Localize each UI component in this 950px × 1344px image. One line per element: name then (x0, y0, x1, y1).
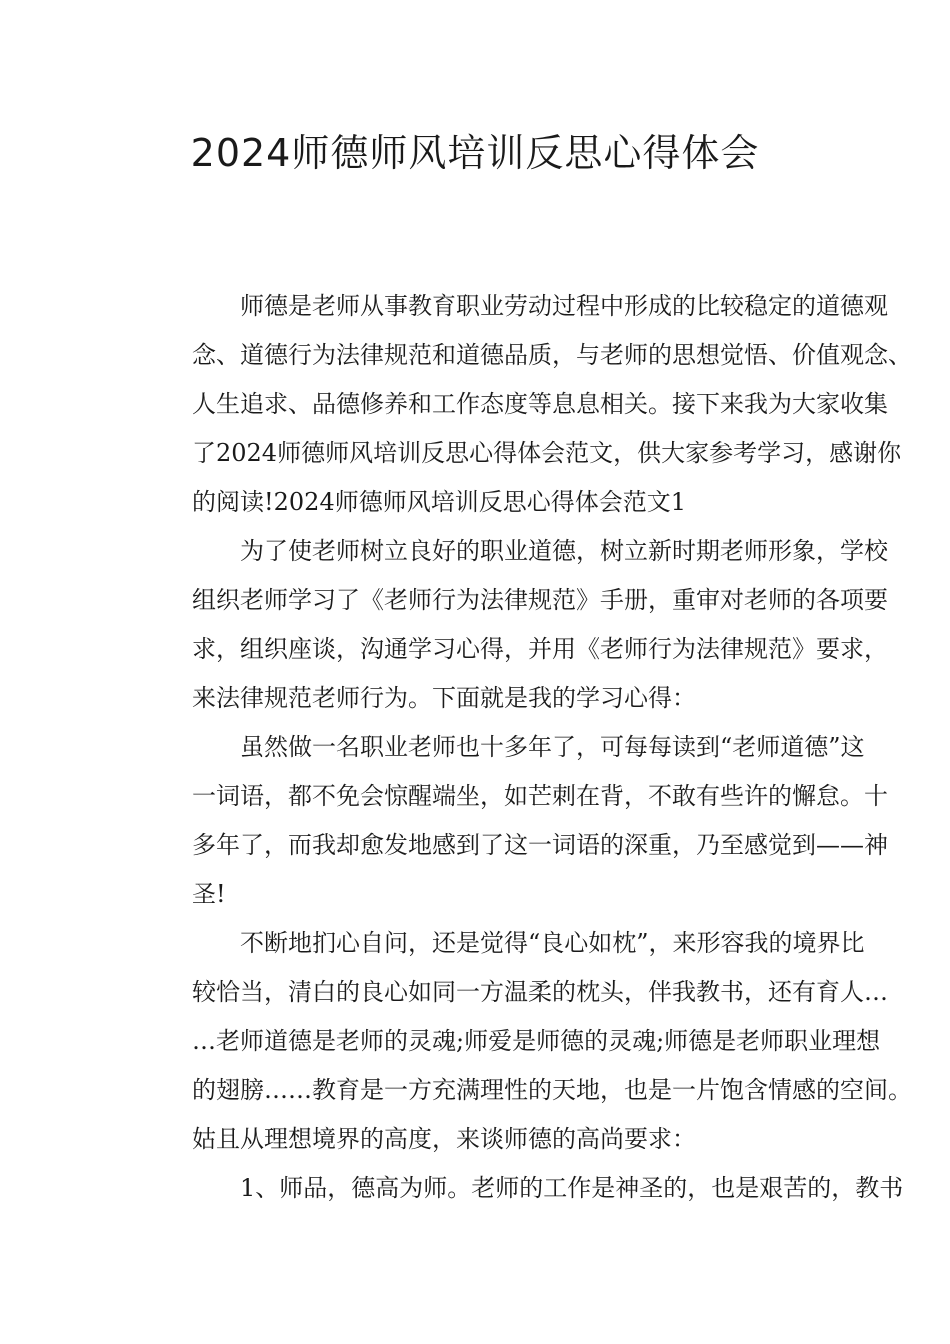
text-line: 1、师品，德高为师。老师的工作是神圣的，也是艰苦的，教书 (240, 1174, 904, 1202)
text-line: 不断地扪心自问，还是觉得“良心如枕”，来形容我的境界比 (240, 929, 865, 957)
text-line: 较恰当，清白的良心如同一方温柔的枕头，伴我教书，还有育人… (192, 978, 888, 1006)
text-line: 一词语，都不免会惊醒端坐，如芒刺在背，不敢有些许的懈怠。十 (192, 782, 888, 810)
paragraph-intro (144, 282, 912, 527)
text-line: 师德是老师从事教育职业劳动过程中形成的比较稳定的道德观 (240, 292, 888, 320)
text-line: 念、道德行为法律规范和道德品质，与老师的思想觉悟、价值观念、 (192, 341, 912, 369)
text-line: 圣! (192, 880, 226, 908)
text-line: 的翅膀……教育是一方充满理性的天地，也是一片饱含情感的空间。 (192, 1076, 912, 1104)
text-line: …老师道德是老师的灵魂;师爱是师德的灵魂;师德是老师职业理想 (192, 1027, 881, 1055)
text-line: 了2024师德师风培训反思心得体会范文，供大家参考学习，感谢你 (192, 439, 902, 467)
text-line: 多年了，而我却愈发地感到了这一词语的深重，乃至感觉到——神 (192, 831, 888, 859)
paragraph-conscience (144, 919, 912, 1164)
text-line: 为了使老师树立良好的职业道德，树立新时期老师形象，学校 (240, 537, 888, 565)
text-line: 来法律规范老师行为。下面就是我的学习心得： (192, 684, 696, 712)
text-line: 组织老师学习了《老师行为法律规范》手册，重审对老师的各项要 (192, 586, 888, 614)
paragraph-purpose (144, 527, 888, 723)
text-line: 的阅读!2024师德师风培训反思心得体会范文1 (192, 488, 686, 516)
paragraph-item-1 (144, 1164, 904, 1213)
text-line: 姑且从理想境界的高度，来谈师德的高尚要求： (192, 1125, 696, 1153)
text-line: 求，组织座谈，沟通学习心得，并用《老师行为法律规范》要求， (192, 635, 888, 663)
document-title: 2024师德师风培训反思心得体会 (190, 131, 760, 175)
text-line: 人生追求、品德修养和工作态度等息息相关。接下来我为大家收集 (192, 390, 888, 418)
document-body (144, 282, 912, 1213)
paragraph-reflection (144, 723, 888, 919)
text-line: 虽然做一名职业老师也十多年了，可每每读到“老师道德”这 (240, 733, 865, 761)
